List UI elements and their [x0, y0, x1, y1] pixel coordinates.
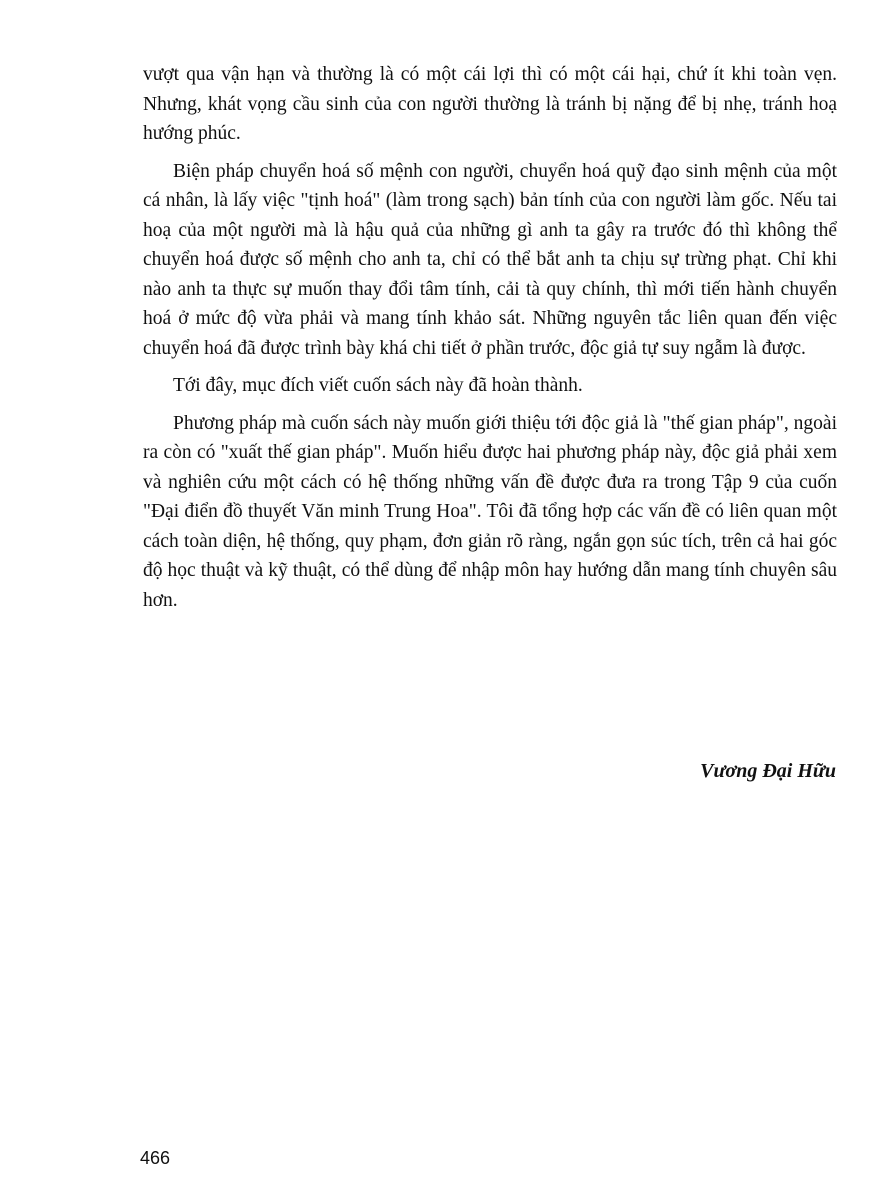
paragraph-continued: vượt qua vận hạn và thường là có một cái lợi thì có một cái hại, chứ ít khi toàn vẹn. Nhưng, khát vọng cầu sinh của con người thường là tránh bị nặng để bị nhẹ, tránh hoạ hướng phúc.: [143, 64, 837, 144]
paragraph: Biện pháp chuyển hoá số mệnh con người, chuyển hoá quỹ đạo sinh mệnh của một cá nhân, là lấy việc "tịnh hoá" (làm trong sạch) bản tính của con người làm gốc. Nếu tai hoạ của một người mà là hậu quả của những gì anh ta gây ra trước đó thì không thể chuyển hoá được số mệnh cho anh ta, chỉ có thể bắt anh ta chịu sự trừng phạt. Chỉ khi nào anh ta thực sự muốn thay đổi tâm tính, cải tà quy chính, thì mới tiến hành chuyển hoá ở mức độ vừa phải và mang tính khảo sát. Những nguyên tắc liên quan đến việc chuyển hoá đã được trình bày khá chi tiết ở phần trước, độc giả tự suy ngẫm là được.: [143, 160, 837, 359]
page-number: 466: [140, 1148, 171, 1168]
paragraph: Phương pháp mà cuốn sách này muốn giới thiệu tới độc giả là "thế gian pháp", ngoài ra còn có "xuất thế gian pháp". Muốn hiểu được hai phương pháp này, độc giả phải xem và nghiên cứu một cách có hệ thống những vấn đề được đưa ra trong Tập 9 của cuốn "Đại điển đồ thuyết Văn minh Trung Hoa". Tôi đã tổng hợp các vấn đề có liên quan một cách toàn diện, hệ thống, quy phạm, đơn giản rõ ràng, ngắn gọn súc tích, trên cả hai góc độ học thuật và kỹ thuật, có thể dùng để nhập môn hay hướng dẫn mang tính chuyên sâu hơn.: [143, 412, 837, 611]
author-signature: Vương Đại Hữu: [700, 760, 836, 782]
body-text: [143, 60, 837, 623]
paragraph: Tới đây, mục đích viết cuốn sách này đã hoàn thành.: [173, 375, 583, 396]
